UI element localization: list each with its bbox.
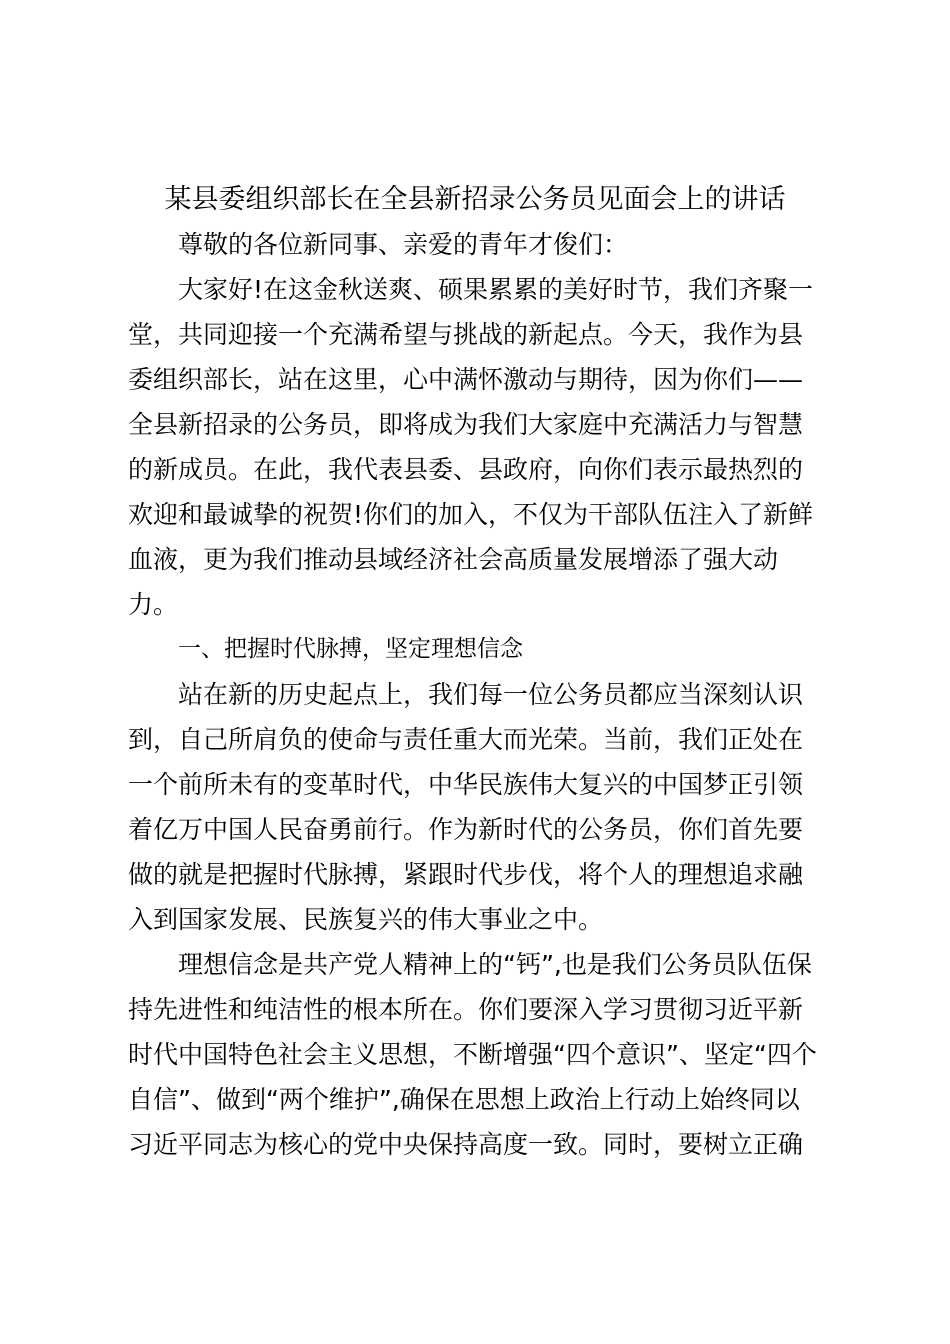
text-line: 一个前所未有的变革时代，中华民族伟大复兴的中国梦正引领 bbox=[128, 770, 804, 799]
text-line: 做的就是把握时代脉搏，紧跟时代步伐，将个人的理想追求融 bbox=[128, 860, 804, 889]
text-line: 全县新招录的公务员，即将成为我们大家庭中充满活力与智慧 bbox=[128, 410, 804, 439]
text-line: 血液，更为我们推动县域经济社会高质量发展增添了强大动 bbox=[128, 545, 779, 574]
text-line: 大家好!在这金秋送爽、硕果累累的美好时节，我们齐聚一 bbox=[178, 275, 814, 304]
text-line: 理想信念是共产党人精神上的“钙”,也是我们公务员队伍保 bbox=[178, 950, 812, 979]
text-line: 堂，共同迎接一个充满希望与挑战的新起点。今天，我作为县 bbox=[128, 320, 804, 349]
text-line: 入到国家发展、民族复兴的伟大事业之中。 bbox=[128, 905, 604, 934]
text-line: 委组织部长，站在这里，心中满怀激动与期待，因为你们—— bbox=[128, 365, 804, 394]
section-heading: 一、把握时代脉搏，坚定理想信念 bbox=[178, 636, 523, 662]
text-line: 自信”、做到“两个维护”,确保在思想上政治上行动上始终同以 bbox=[128, 1085, 800, 1114]
text-line: 持先进性和纯洁性的根本所在。你们要深入学习贯彻习近平新 bbox=[128, 995, 804, 1024]
document-body bbox=[128, 222, 830, 1167]
text-line: 欢迎和最诚挚的祝贺!你们的加入，不仅为干部队伍注入了新鲜 bbox=[128, 500, 814, 529]
text-line: 到，自己所肩负的使命与责任重大而光荣。当前，我们正处在 bbox=[128, 725, 804, 754]
text-line: 站在新的历史起点上，我们每一位公务员都应当深刻认识 bbox=[178, 680, 804, 709]
text-line: 的新成员。在此，我代表县委、县政府，向你们表示最热烈的 bbox=[128, 455, 804, 484]
text-line: 着亿万中国人民奋勇前行。作为新时代的公务员，你们首先要 bbox=[128, 815, 804, 844]
text-line-salutation: 尊敬的各位新同事、亲爱的青年才俊们： bbox=[178, 230, 629, 259]
text-line: 时代中国特色社会主义思想，不断增强“四个意识”、坚定“四个 bbox=[128, 1040, 817, 1069]
text-line: 习近平同志为核心的党中央保持高度一致。同时，要树立正确 bbox=[128, 1130, 804, 1159]
text-line: 力。 bbox=[128, 590, 179, 619]
document-title: 某县委组织部长在全县新招录公务员见面会上的讲话 bbox=[164, 184, 786, 215]
